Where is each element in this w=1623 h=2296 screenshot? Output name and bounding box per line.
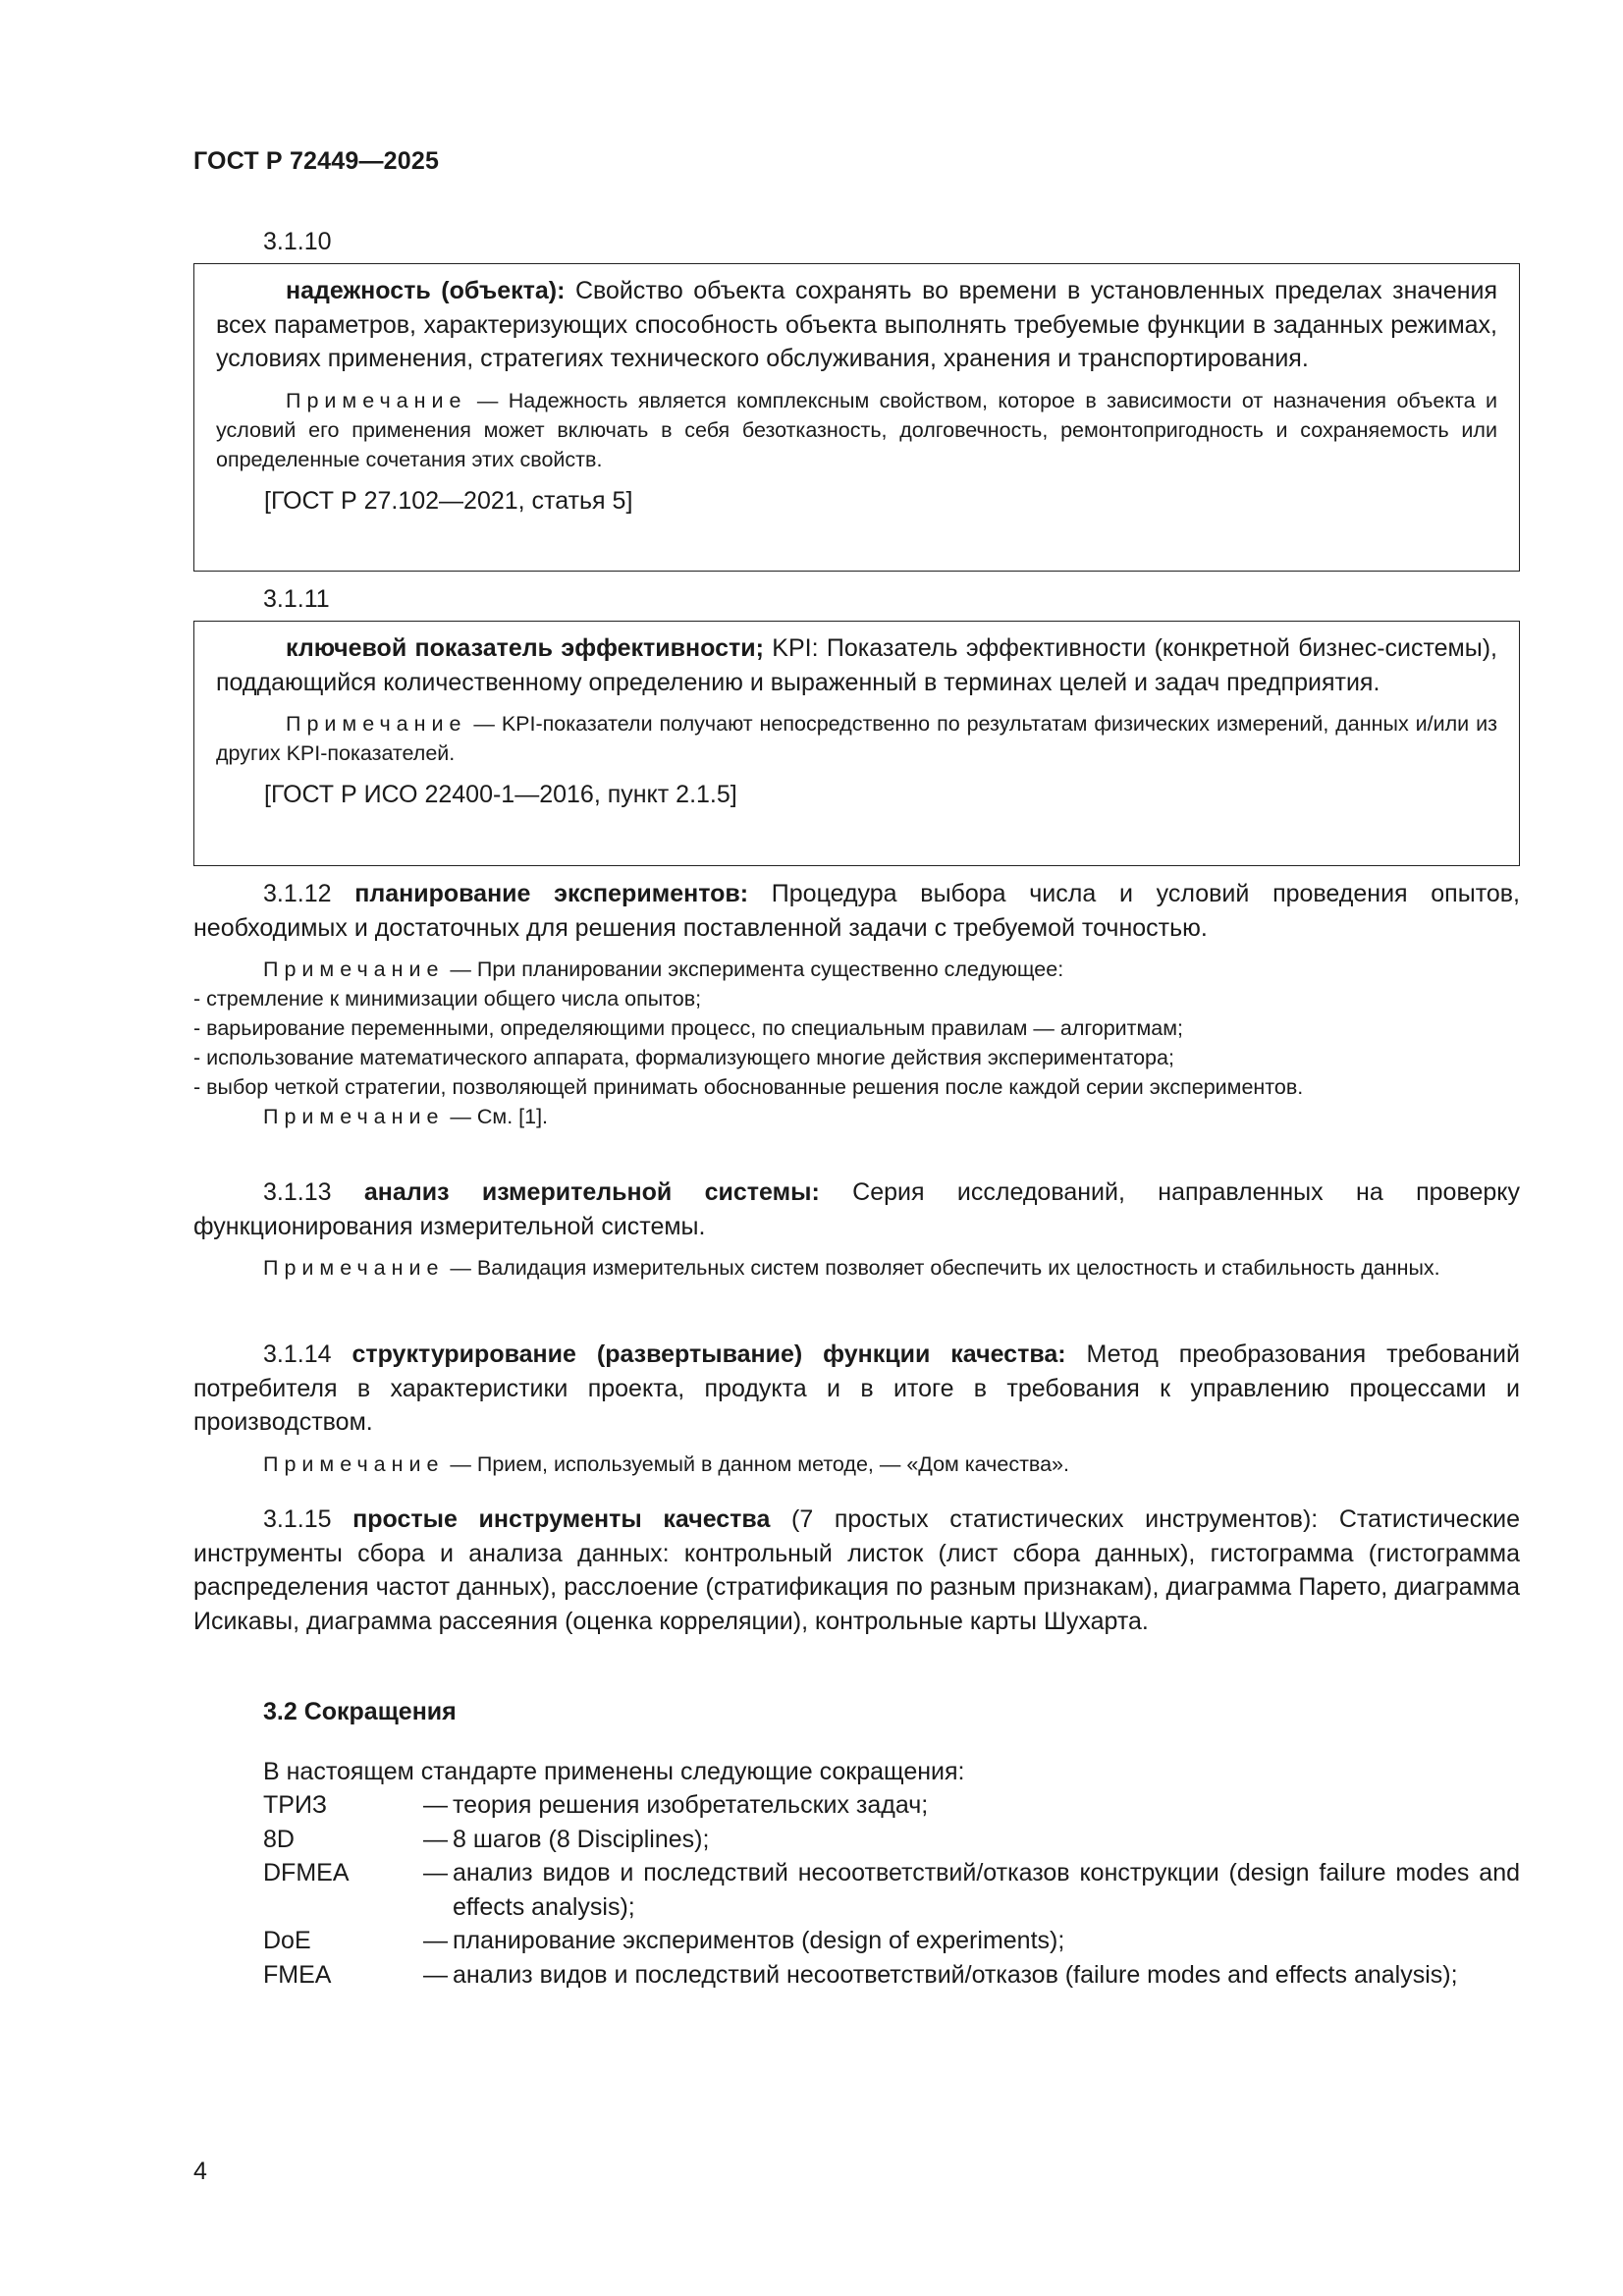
section-3-2 <box>193 1695 1520 1992</box>
section-intro: В настоящем стандарте применены следующие сокращения: <box>263 1757 965 1785</box>
definition-3-1-15 <box>193 1503 1520 1638</box>
abbreviation-key: 8D <box>263 1825 295 1853</box>
note-label: Примечание <box>263 1256 445 1280</box>
note-label: Примечание <box>263 957 445 981</box>
abbreviation-row <box>263 1856 1520 1924</box>
abbreviation-key: FMEA <box>263 1960 332 1989</box>
definition-3-1-12 <box>193 877 1520 945</box>
note-text: — Прием, используемый в данном методе, — «Дом качества». <box>444 1451 1069 1476</box>
abbreviation-row <box>263 1823 1520 1857</box>
abbreviation-dash: — <box>423 1791 448 1819</box>
abbreviation-value: теория решения изобретательских задач; <box>453 1791 929 1819</box>
definition-box-3-1-10 <box>193 263 1520 572</box>
definition-box-3-1-11 <box>193 621 1520 866</box>
abbreviation-row <box>263 1788 1520 1823</box>
note-text: — Надежность является комплексным свойством, которое в зависимости от назначения объекта и условий его применения может включать в себя безотказность, долговечность, ремонтопригодность и сохраняемость или определенные сочетания этих свойств. <box>216 388 1497 471</box>
note-label: Примечание <box>263 1105 445 1128</box>
clause-number: 3.1.13 <box>263 1178 332 1206</box>
clause-number-3-1-10: 3.1.10 <box>263 228 332 255</box>
term-3-1-15: простые инструменты качества <box>352 1505 771 1533</box>
clause-3-1-12 <box>193 877 1520 1131</box>
definition-text: Процедура выбора числа и условий проведения опытов, необходимых и достаточных для решения поставленной задачи с требуемой точностью. <box>193 880 1520 942</box>
clause-3-1-14 <box>193 1338 1520 1479</box>
definition-3-1-13 <box>193 1175 1520 1243</box>
clause-number: 3.1.12 <box>263 880 332 907</box>
clause-3-1-15 <box>193 1503 1520 1638</box>
note-text: — Валидация измерительных систем позволяет обеспечить их целостность и стабильность данных. <box>444 1256 1440 1280</box>
term-3-1-10: надежность (объекта): <box>286 277 566 304</box>
abbreviation-dash: — <box>423 1960 448 1989</box>
abbreviation-value: 8 шагов (8 Disciplines); <box>453 1825 710 1853</box>
clause-number: 3.1.14 <box>263 1340 332 1368</box>
definition-text: Серия исследований, направленных на проверку функционирования измерительной системы. <box>193 1178 1520 1240</box>
term-3-1-14: структурирование (развертывание) функции качества: <box>352 1340 1066 1368</box>
clause-number: 3.1.15 <box>263 1505 332 1533</box>
definition-text: KPI: Показатель эффективности (конкретной бизнес-системы), поддающийся количественному определению и выраженный в терминах целей и задач предприятия. <box>216 634 1497 696</box>
abbreviation-dash: — <box>423 1859 448 1886</box>
term-3-1-11: ключевой показатель эффективности; <box>286 634 764 662</box>
clause-number-3-1-11: 3.1.11 <box>263 585 330 613</box>
list-item: - варьирование переменными, определяющими процесс, по специальным правилам — алгоритмам; <box>193 1016 1184 1040</box>
page-number: 4 <box>193 2158 207 2185</box>
abbreviation-value: планирование экспериментов (design of experiments); <box>453 1927 1065 1954</box>
definition-text: Метод преобразования требований потребителя в характеристики проекта, продукта и в итоге в требования к управлению процессами и производством. <box>193 1340 1520 1436</box>
abbreviation-row <box>263 1958 1520 1993</box>
clause-3-1-13 <box>193 1175 1520 1283</box>
definition-3-1-14 <box>193 1338 1520 1440</box>
term-3-1-13: анализ измерительной системы: <box>363 1178 820 1206</box>
abbreviation-dash: — <box>423 1825 448 1853</box>
note-3-1-12 <box>193 955 1520 984</box>
note-text: — При планировании эксперимента существенно следующее: <box>444 957 1064 981</box>
term-3-1-12: планирование экспериментов: <box>354 880 749 907</box>
note-label: Примечание <box>263 1451 445 1476</box>
abbreviation-value: анализ видов и последствий несоответствий/отказов конструкции (design failure modes and effects analysis); <box>453 1859 1520 1921</box>
abbreviation-key: ТРИЗ <box>263 1791 328 1819</box>
definition-3-1-10 <box>216 274 1497 376</box>
note-3-1-14 <box>193 1449 1520 1479</box>
note-label: Примечание <box>286 388 467 412</box>
abbreviation-value: анализ видов и последствий несоответствий/отказов (failure modes and effects analysis); <box>453 1960 1458 1989</box>
abbreviation-row <box>263 1924 1520 1958</box>
note-text: — KPI-показатели получают непосредственно по результатам физических измерений, данных и/или из других KPI-показателей. <box>216 712 1497 765</box>
definition-3-1-11 <box>216 631 1497 699</box>
list-item: - стремление к минимизации общего числа опытов; <box>193 987 702 1011</box>
note-2-3-1-12 <box>193 1102 1520 1131</box>
abbreviation-key: DFMEA <box>263 1859 350 1886</box>
list-item: - выбор четкой стратегии, позволяющей принимать обоснованные решения после каждой серии экспериментов. <box>193 1075 1304 1099</box>
note-3-1-13 <box>193 1253 1520 1283</box>
note-text: — См. [1]. <box>444 1105 549 1128</box>
list-item: - использование математического аппарата, формализующего многие действия экспериментатора; <box>193 1046 1174 1069</box>
note-3-1-11 <box>216 709 1497 768</box>
abbreviation-list <box>193 1788 1520 1992</box>
reference-3-1-10: [ГОСТ Р 27.102—2021, статья 5] <box>264 486 633 515</box>
definition-text: (7 простых статистических инструментов): Статистические инструменты сбора и анализа данных: контрольный листок (лист сбора данных), гистограмма (гистограмма распределения частот данных), расслоение (стратификация по разным признакам), диаграмма Парето, диаграмма Исикавы, диаграмма рассеяния (оценка корреляции), контрольные карты Шухарта. <box>193 1505 1520 1635</box>
abbreviation-key: DoE <box>263 1927 311 1954</box>
reference-3-1-11: [ГОСТ Р ИСО 22400-1—2016, пункт 2.1.5] <box>264 781 737 808</box>
section-title: 3.2 Сокращения <box>263 1698 457 1725</box>
note-3-1-10 <box>216 386 1497 474</box>
document-header: ГОСТ Р 72449—2025 <box>193 147 440 175</box>
definition-text: Свойство объекта сохранять во времени в установленных пределах значения всех параметров, характеризующих способность объекта выполнять требуемые функции в заданных режимах, условиях применения, стратегиях технического обслуживания, хранения и транспортирования. <box>216 277 1497 372</box>
abbreviation-dash: — <box>423 1927 448 1954</box>
note-label: Примечание <box>286 712 467 736</box>
